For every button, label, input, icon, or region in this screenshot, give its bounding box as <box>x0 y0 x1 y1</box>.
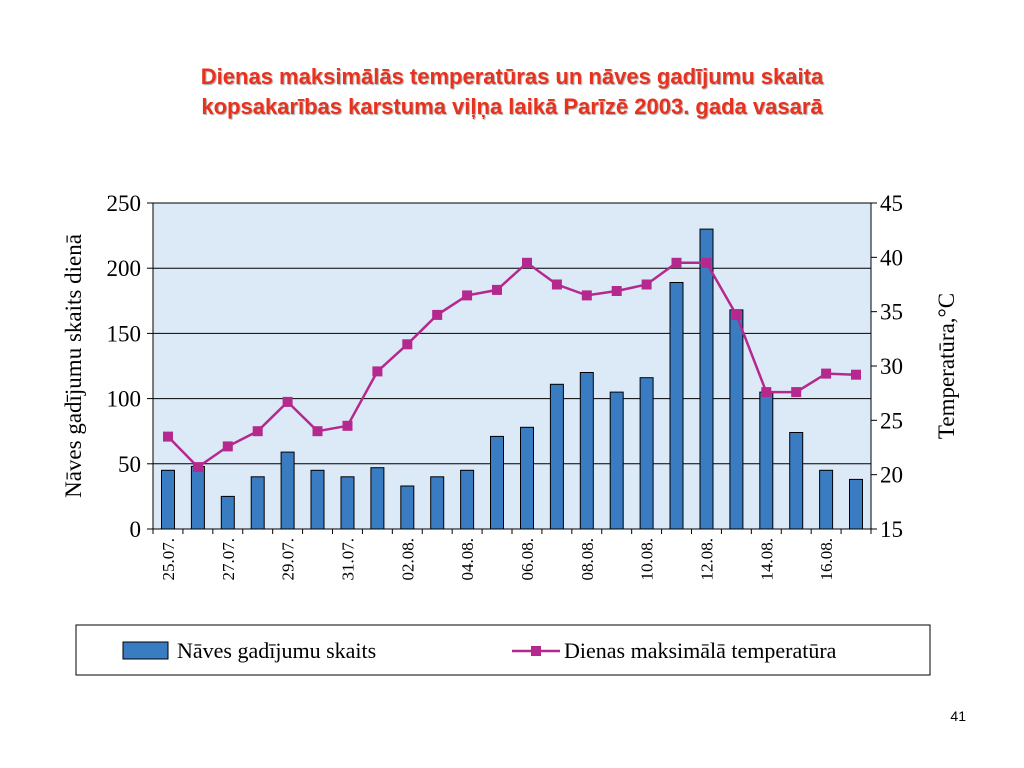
bar <box>730 310 743 529</box>
temperature-marker <box>402 339 412 349</box>
left-axis-ticks <box>107 191 154 542</box>
bar <box>640 378 653 529</box>
legend <box>76 625 930 675</box>
x-axis-ticks <box>153 529 871 581</box>
temperature-marker <box>702 258 712 268</box>
temperature-marker <box>642 280 652 290</box>
temperature-marker <box>761 387 771 397</box>
bar <box>162 470 175 529</box>
bar <box>431 477 444 529</box>
title-line-1: Dienas maksimālās temperatūras un nāves gadījumu skaita <box>200 64 824 89</box>
right-tick-label: 15 <box>880 517 903 542</box>
x-tick-label: 06.08. <box>518 538 537 581</box>
bar <box>401 486 414 529</box>
x-tick-label: 27.07. <box>218 538 238 581</box>
left-tick-label: 150 <box>106 321 141 347</box>
temperature-marker <box>552 280 562 290</box>
right-axis-label: Temperatūra,°C <box>934 292 959 440</box>
x-tick-label: 04.08. <box>458 538 478 581</box>
right-tick-label: 45 <box>880 191 903 216</box>
x-tick-label: 14.08. <box>757 538 777 581</box>
bar <box>281 452 294 529</box>
left-axis-label: Nāves gadījumu skaits dienā <box>61 234 86 498</box>
temperature-marker <box>193 462 203 472</box>
temperature-marker <box>522 258 532 268</box>
x-tick-label: 08.08. <box>577 538 597 581</box>
bar <box>251 477 264 529</box>
x-tick-label: 12.08. <box>697 538 717 581</box>
bar <box>521 427 534 529</box>
left-tick-label: 250 <box>106 191 141 216</box>
temperature-marker <box>791 387 801 397</box>
legend-line-marker <box>531 646 541 656</box>
bar <box>341 477 354 529</box>
x-tick-label: 31.07. <box>338 538 358 581</box>
x-tick-label: 02.08. <box>398 538 418 581</box>
temperature-marker <box>492 285 502 295</box>
x-tick-label: 25.07. <box>159 538 178 581</box>
bar <box>580 373 593 530</box>
title-line-2: kopsakarības karstuma viļņa laikā Parīzē 2003. gada vasarā <box>201 94 823 119</box>
bar <box>371 468 384 529</box>
bar <box>760 392 773 529</box>
bar <box>461 470 474 529</box>
temperature-marker <box>851 370 861 380</box>
bar <box>221 496 234 529</box>
left-tick-label: 100 <box>106 386 141 412</box>
x-tick-label: 16.08. <box>817 538 837 581</box>
temperature-marker <box>313 426 323 436</box>
temperature-marker <box>821 369 831 379</box>
page-number: 41 <box>950 708 966 724</box>
temperature-marker <box>163 432 173 442</box>
bar <box>610 392 623 529</box>
right-tick-label: 35 <box>880 299 903 325</box>
legend-line-label: Dienas maksimālā temperatūra <box>564 638 837 663</box>
bar <box>670 283 683 530</box>
left-tick-label: 50 <box>118 451 141 477</box>
temperature-marker <box>223 441 233 451</box>
right-axis-ticks <box>871 191 903 542</box>
left-tick-label: 200 <box>106 256 141 282</box>
temperature-marker <box>582 290 592 300</box>
right-tick-label: 25 <box>880 408 903 434</box>
temperature-marker <box>612 286 622 296</box>
bar <box>700 229 713 529</box>
legend-bar-label: Nāves gadījumu skaits <box>177 638 377 663</box>
temperature-marker <box>731 310 741 320</box>
temperature-marker <box>372 366 382 376</box>
bar <box>191 466 204 529</box>
x-tick-label: 10.08. <box>637 538 657 581</box>
temperature-marker <box>343 421 353 431</box>
bar <box>790 433 803 530</box>
bar <box>491 436 504 529</box>
bar <box>311 470 324 529</box>
right-tick-label: 20 <box>880 462 903 488</box>
bar <box>820 470 833 529</box>
bar <box>850 479 863 529</box>
temperature-marker <box>462 290 472 300</box>
temperature-marker <box>672 258 682 268</box>
left-tick-label: 0 <box>129 517 141 542</box>
right-tick-label: 40 <box>880 245 903 271</box>
x-tick-label: 29.07. <box>278 538 298 581</box>
legend-bar-swatch <box>123 642 168 659</box>
temperature-marker <box>283 397 293 407</box>
temperature-marker <box>432 310 442 320</box>
bar <box>550 384 563 529</box>
temperature-marker <box>253 426 263 436</box>
right-tick-label: 30 <box>880 354 903 379</box>
